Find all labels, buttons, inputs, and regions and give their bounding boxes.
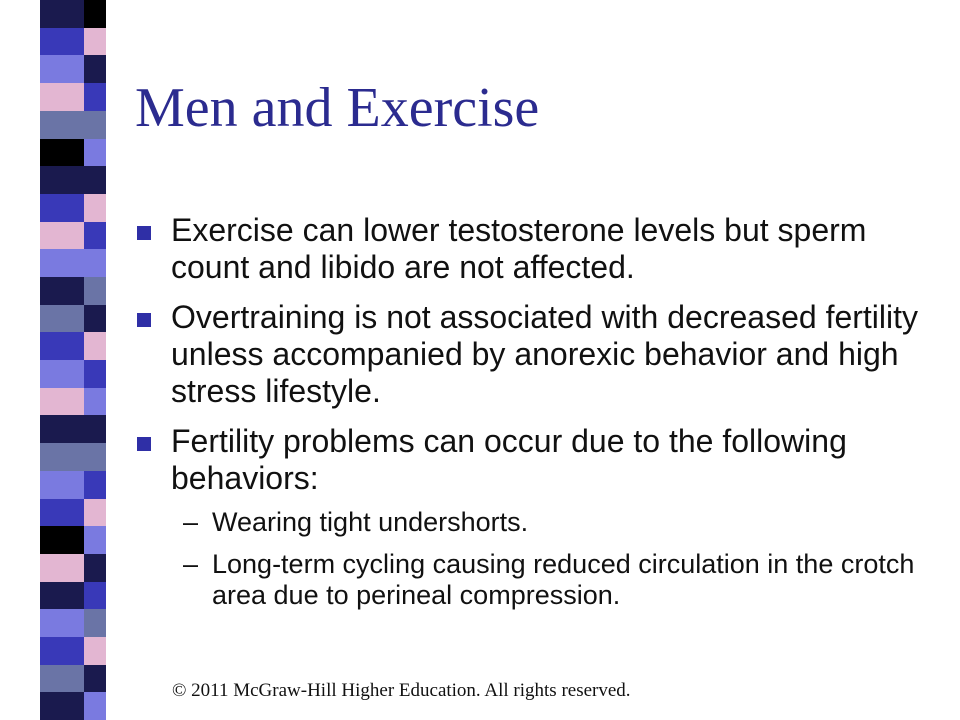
stripe-block bbox=[84, 388, 106, 416]
stripe-block bbox=[40, 332, 84, 360]
copyright-footer: © 2011 McGraw-Hill Higher Education. All rights reserved. bbox=[172, 680, 631, 701]
stripe-block bbox=[40, 305, 84, 333]
square-bullet-icon bbox=[137, 226, 151, 240]
sub-bullet-text: Long-term cycling causing reduced circulation in the crotch area due to perineal compression. bbox=[212, 549, 915, 610]
stripe-block bbox=[40, 554, 84, 582]
stripe-block bbox=[40, 692, 84, 720]
sub-bullet-text: Wearing tight undershorts. bbox=[212, 507, 529, 537]
stripe-block bbox=[84, 194, 106, 222]
stripe-block bbox=[40, 249, 84, 277]
stripe-block bbox=[84, 332, 106, 360]
dash-bullet: – bbox=[183, 507, 199, 537]
stripe-block bbox=[84, 249, 106, 277]
sub-bullet-item bbox=[135, 507, 935, 538]
square-bullet-icon bbox=[137, 437, 151, 451]
square-bullet-icon bbox=[137, 313, 151, 327]
stripe-block bbox=[40, 637, 84, 665]
decorative-stripe-border bbox=[0, 0, 108, 720]
stripe-block bbox=[40, 139, 84, 167]
stripe-block bbox=[40, 499, 84, 527]
stripe-block bbox=[84, 499, 106, 527]
stripe-block bbox=[40, 388, 84, 416]
stripe-block bbox=[84, 471, 106, 499]
stripe-block bbox=[40, 443, 84, 471]
stripe-block bbox=[84, 526, 106, 554]
bullet-text: Overtraining is not associated with decreased fertility unless accompanied by anorexic behavior and high stress lifestyle. bbox=[171, 299, 919, 409]
stripe-block bbox=[40, 0, 84, 28]
stripe-block bbox=[84, 360, 106, 388]
stripe-block bbox=[84, 637, 106, 665]
stripe-block bbox=[84, 415, 106, 443]
stripe-block bbox=[40, 55, 84, 83]
stripe-block bbox=[40, 111, 84, 139]
stripe-block bbox=[40, 360, 84, 388]
sub-bullet-item bbox=[135, 549, 935, 611]
stripe-block bbox=[84, 83, 106, 111]
stripe-block bbox=[84, 28, 106, 56]
slide-title: Men and Exercise bbox=[135, 77, 540, 139]
stripe-block bbox=[40, 28, 84, 56]
stripe-block bbox=[84, 166, 106, 194]
stripe-block bbox=[84, 554, 106, 582]
bullet-item bbox=[135, 212, 935, 286]
bullet-text: Exercise can lower testosterone levels but sperm count and libido are not affected. bbox=[171, 212, 867, 285]
stripe-block bbox=[40, 526, 84, 554]
stripe-block bbox=[84, 443, 106, 471]
bullet-list bbox=[135, 212, 935, 622]
bullet-item bbox=[135, 423, 935, 497]
bullet-text: Fertility problems can occur due to the following behaviors: bbox=[171, 423, 847, 496]
stripe-block bbox=[40, 194, 84, 222]
stripe-block bbox=[40, 582, 84, 610]
stripe-block bbox=[40, 166, 84, 194]
stripe-block bbox=[40, 609, 84, 637]
stripe-block bbox=[84, 222, 106, 250]
stripe-block bbox=[40, 277, 84, 305]
bullet-item bbox=[135, 299, 935, 410]
stripe-block bbox=[40, 222, 84, 250]
stripe-block bbox=[40, 471, 84, 499]
stripe-block bbox=[84, 277, 106, 305]
stripe-block bbox=[40, 415, 84, 443]
stripe-block bbox=[84, 0, 106, 28]
dash-bullet: – bbox=[183, 549, 199, 579]
stripe-block bbox=[40, 665, 84, 693]
stripe-block bbox=[84, 582, 106, 610]
stripe-block bbox=[40, 83, 84, 111]
stripe-block bbox=[84, 665, 106, 693]
stripe-block bbox=[84, 139, 106, 167]
stripe-block bbox=[84, 55, 106, 83]
stripe-block bbox=[84, 609, 106, 637]
stripe-block bbox=[84, 692, 106, 720]
stripe-block bbox=[84, 305, 106, 333]
stripe-block bbox=[84, 111, 106, 139]
